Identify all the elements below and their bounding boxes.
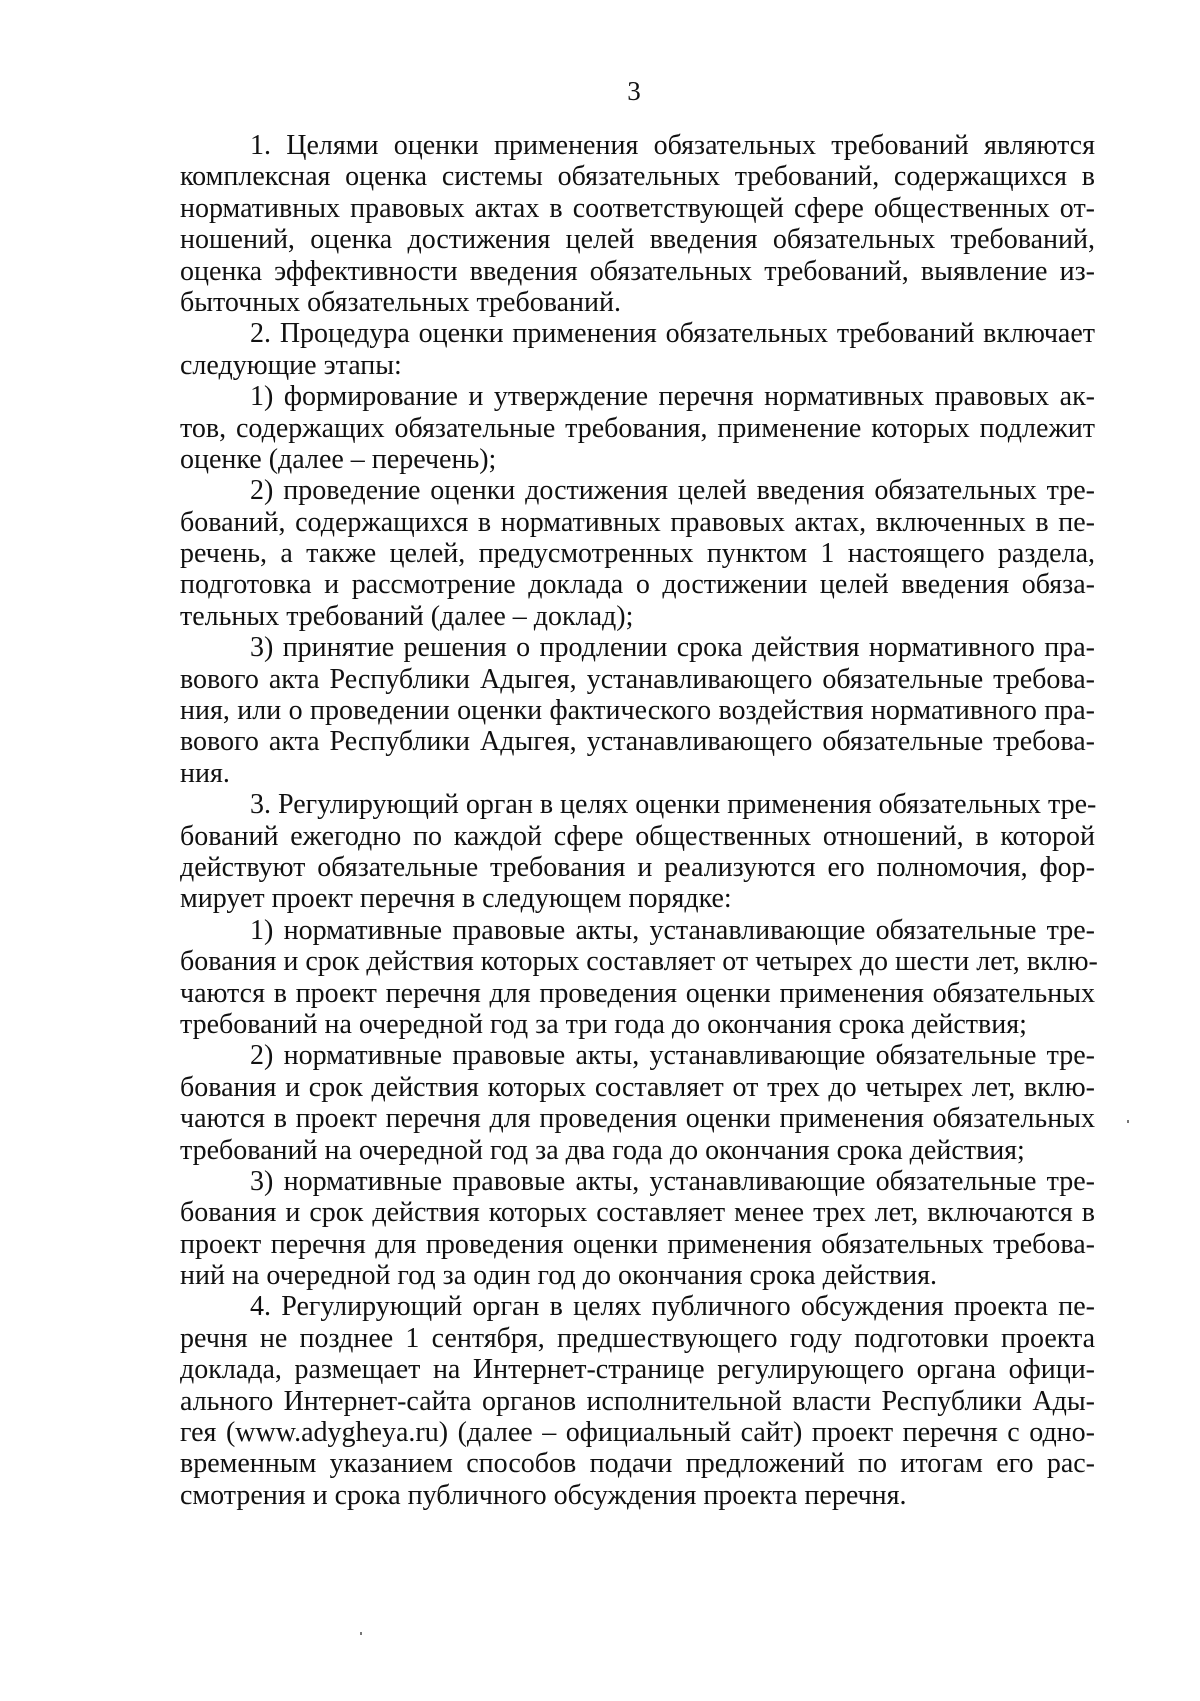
text-line: комплексная оценка системы обязательных требований, содержащихся в (180, 161, 1095, 193)
text-line: проект перечня для проведения оценки применения обязательных требова- (180, 1228, 1095, 1260)
text-line: бования и срок действия которых составляет от четырех до шести лет, вклю- (180, 946, 1098, 978)
text-line: чаются в проект перечня для проведения оценки применения обязательных (180, 977, 1095, 1009)
text-line: бования и срок действия которых составляет от трех до четырех лет, вклю- (180, 1071, 1095, 1103)
text-line: 3) принятие решения о продлении срока действия нормативного пра- (250, 632, 1095, 664)
text-line: 2) нормативные правовые акты, устанавливающие обязательные тре- (250, 1040, 1095, 1072)
text-line: оценке (далее – перечень); (180, 443, 497, 475)
text-line: 1. Целями оценки применения обязательных требований являются (250, 130, 1095, 161)
page-number: 3 (627, 76, 641, 106)
text-line: бований ежегодно по каждой сфере общественных отношений, в которой (180, 820, 1095, 852)
text-line: чаются в проект перечня для проведения оценки применения обязательных (180, 1103, 1095, 1135)
text-line: нормативных правовых актах в соответствующей сфере общественных от- (180, 192, 1095, 224)
text-line: бования и срок действия которых составляет менее трех лет, включаются в (180, 1197, 1095, 1229)
text-line: гея (www.adygheya.ru) (далее – официальный сайт) проект перечня с одно- (180, 1417, 1095, 1449)
scan-speck (1127, 1120, 1129, 1123)
text-line: ального Интернет-сайта органов исполнительной власти Республики Ады- (180, 1385, 1095, 1417)
text-line: ношений, оценка достижения целей введения обязательных требований, (180, 224, 1095, 256)
text-line: тов, содержащих обязательные требования, применение которых подлежит (180, 412, 1095, 444)
text-line: требований на очередной год за два года до окончания срока действия; (180, 1134, 1025, 1166)
text-line: подготовка и рассмотрение доклада о достижении целей введения обяза- (180, 569, 1095, 601)
text-line: следующие этапы: (180, 349, 402, 381)
scan-speck (360, 1632, 362, 1635)
text-line: 2) проведение оценки достижения целей введения обязательных тре- (250, 475, 1095, 507)
text-line: ния, или о проведении оценки фактического воздействия нормативного пра- (180, 695, 1095, 727)
text-line: оценка эффективности введения обязательных требований, выявление из- (180, 255, 1095, 287)
text-line: временным указанием способов подачи предложений по итогам его рас- (180, 1448, 1095, 1480)
text-line: смотрения и срока публичного обсуждения проекта перечня. (180, 1479, 907, 1511)
text-line: 1) формирование и утверждение перечня нормативных правовых ак- (250, 381, 1095, 413)
text-line: доклада, размещает на Интернет-странице регулирующего органа офици- (180, 1354, 1095, 1386)
text-line: действуют обязательные требования и реализуются его полномочия, фор- (180, 851, 1095, 883)
text-line: быточных обязательных требований. (180, 286, 621, 318)
text-line: 1) нормативные правовые акты, устанавливающие обязательные тре- (250, 914, 1095, 946)
text-line: вового акта Республики Адыгея, устанавливающего обязательные требова- (180, 726, 1095, 758)
text-line: 3. Регулирующий орган в целях оценки применения обязательных тре- (250, 789, 1097, 821)
text-line: вового акта Республики Адыгея, устанавливающего обязательные требова- (180, 663, 1095, 695)
text-line: речня не позднее 1 сентября, предшествующего году подготовки проекта (180, 1322, 1095, 1354)
text-line: речень, а также целей, предусмотренных пунктом 1 настоящего раздела, (180, 538, 1095, 570)
text-line: мирует проект перечня в следующем порядке: (180, 883, 732, 915)
text-line: 3) нормативные правовые акты, устанавливающие обязательные тре- (250, 1165, 1095, 1197)
text-line: тельных требований (далее – доклад); (180, 600, 634, 632)
text-line: 2. Процедура оценки применения обязательных требований включает (250, 318, 1095, 350)
text-line: требований на очередной год за три года до окончания срока действия; (180, 1008, 1027, 1040)
text-line: ния. (180, 757, 230, 789)
document-body (180, 130, 1098, 1511)
text-line: бований, содержащихся в нормативных правовых актах, включенных в пе- (180, 506, 1095, 538)
text-line: 4. Регулирующий орган в целях публичного обсуждения проекта пе- (250, 1291, 1095, 1323)
text-line: ний на очередной год за один год до окончания срока действия. (180, 1260, 937, 1292)
